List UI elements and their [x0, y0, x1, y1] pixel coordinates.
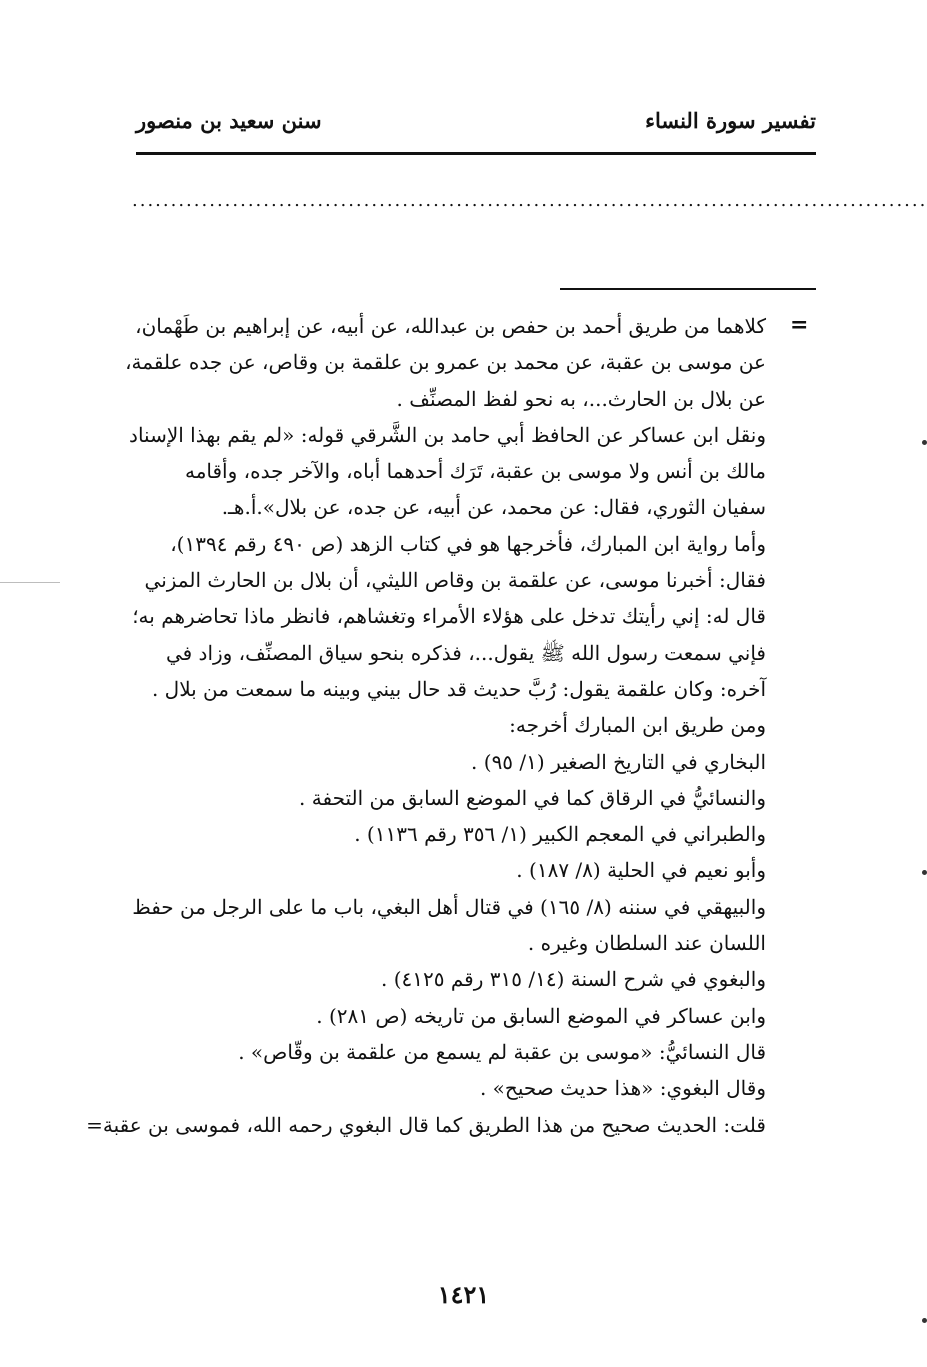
footnote-line: ونقل ابن عساكر عن الحافظ أبي حامد بن الشَّرقي قوله: «لم يقم بهذا الإسناد — [129, 422, 766, 447]
footnote-line: والبغوي في شرح السنة (١٤/ ٣١٥ رقم ٤١٢٥) . — [381, 967, 766, 992]
footnote-line: والبيهقي في سننه (٨/ ١٦٥) في قتال أهل البغي، باب ما على الرجل من حفظ — [132, 894, 766, 919]
scan-speck — [922, 870, 927, 875]
footnote-line: عن بلال بن الحارث...، به نحو لفظ المصنِّف . — [396, 386, 766, 411]
dotted-separator: ....................................................................................................... — [132, 190, 927, 211]
footnote-line: قال النسائيُّ: «موسى بن عقبة لم يسمع من علقمة بن وقّاص» . — [238, 1039, 766, 1064]
footnote-line: آخره: وكان علقمة يقول: رُبَّ حديث قد حال بيني وبينه ما سمعت من بلال . — [151, 676, 766, 701]
footnote-line: وابن عساكر في الموضع السابق من تاريخه (ص ٢٨١) . — [316, 1003, 766, 1028]
footnote-line: البخاري في التاريخ الصغير (١/ ٩٥) . — [471, 749, 766, 774]
footnote-line: والطبراني في المعجم الكبير (١/ ٣٥٦ رقم ١١٣٦) . — [354, 822, 766, 847]
header-chapter-title: تفسير سورة النساء — [645, 108, 816, 133]
footnote-line: وقال البغوي: «هذا حديث صحيح» . — [479, 1076, 766, 1101]
scan-speck — [922, 1318, 927, 1323]
footnote-line: فقال: أخبرنا موسى، عن علقمة بن وقاص الليثي، أن بلال بن الحارث المزني — [144, 568, 766, 593]
footnote-line: وأبو نعيم في الحلية (٨/ ١٨٧) . — [516, 858, 766, 883]
footnote-line: سفيان الثوري، فقال: عن محمد، عن أبيه، عن جده، عن بلال».أ.هـ. — [221, 495, 766, 520]
footnote-line: قلت: الحديث صحيح من هذا الطريق كما قال البغوي رحمه الله، فموسى بن عقبة= — [86, 1112, 766, 1137]
footnote-body — [86, 308, 766, 1143]
footnote-line: قال له: إني رأيتك تدخل على هؤلاء الأمراء وتغشاهم، فانظر ماذا تحاضرهم به؛ — [132, 604, 766, 629]
footnote-line: ومن طريق ابن المبارك أخرجه: — [509, 713, 766, 738]
scan-speck — [922, 440, 927, 445]
scan-artifact-line — [0, 582, 60, 583]
footnote-line: والنسائيُّ في الرقاق كما في الموضع السابق من التحفة . — [299, 785, 766, 810]
footnote-line: وأما رواية ابن المبارك، فأخرجها هو في كتاب الزهد (ص ٤٩٠ رقم ١٣٩٤)، — [170, 531, 766, 556]
footnote-rule — [560, 288, 816, 290]
page-number: ١٤٢١ — [437, 1280, 490, 1309]
header-rule — [136, 152, 816, 155]
footnote-line: اللسان عند السلطان وغيره . — [527, 931, 766, 956]
footnote-line: كلاهما من طريق أحمد بن حفص بن عبدالله، عن أبيه، عن إبراهيم بن طَهْمان، — [135, 314, 766, 338]
footnote-line: مالك بن أنس ولا موسى بن عقبة، تَرَك أحدهما أباه، والآخر جده، وأقامه — [184, 459, 766, 484]
footnote-line: عن موسى بن عقبة، عن محمد بن عمرو بن علقمة بن وقاص، عن جده علقمة، — [125, 350, 766, 375]
running-header — [136, 108, 816, 144]
footnote-continuation-mark: = — [790, 312, 809, 338]
header-book-title: سنن سعيد بن منصور — [136, 108, 322, 133]
footnote-line: فإني سمعت رسول الله ﷺ يقول...، فذكره بنحو سياق المصنِّف، وزاد في — [165, 640, 766, 665]
